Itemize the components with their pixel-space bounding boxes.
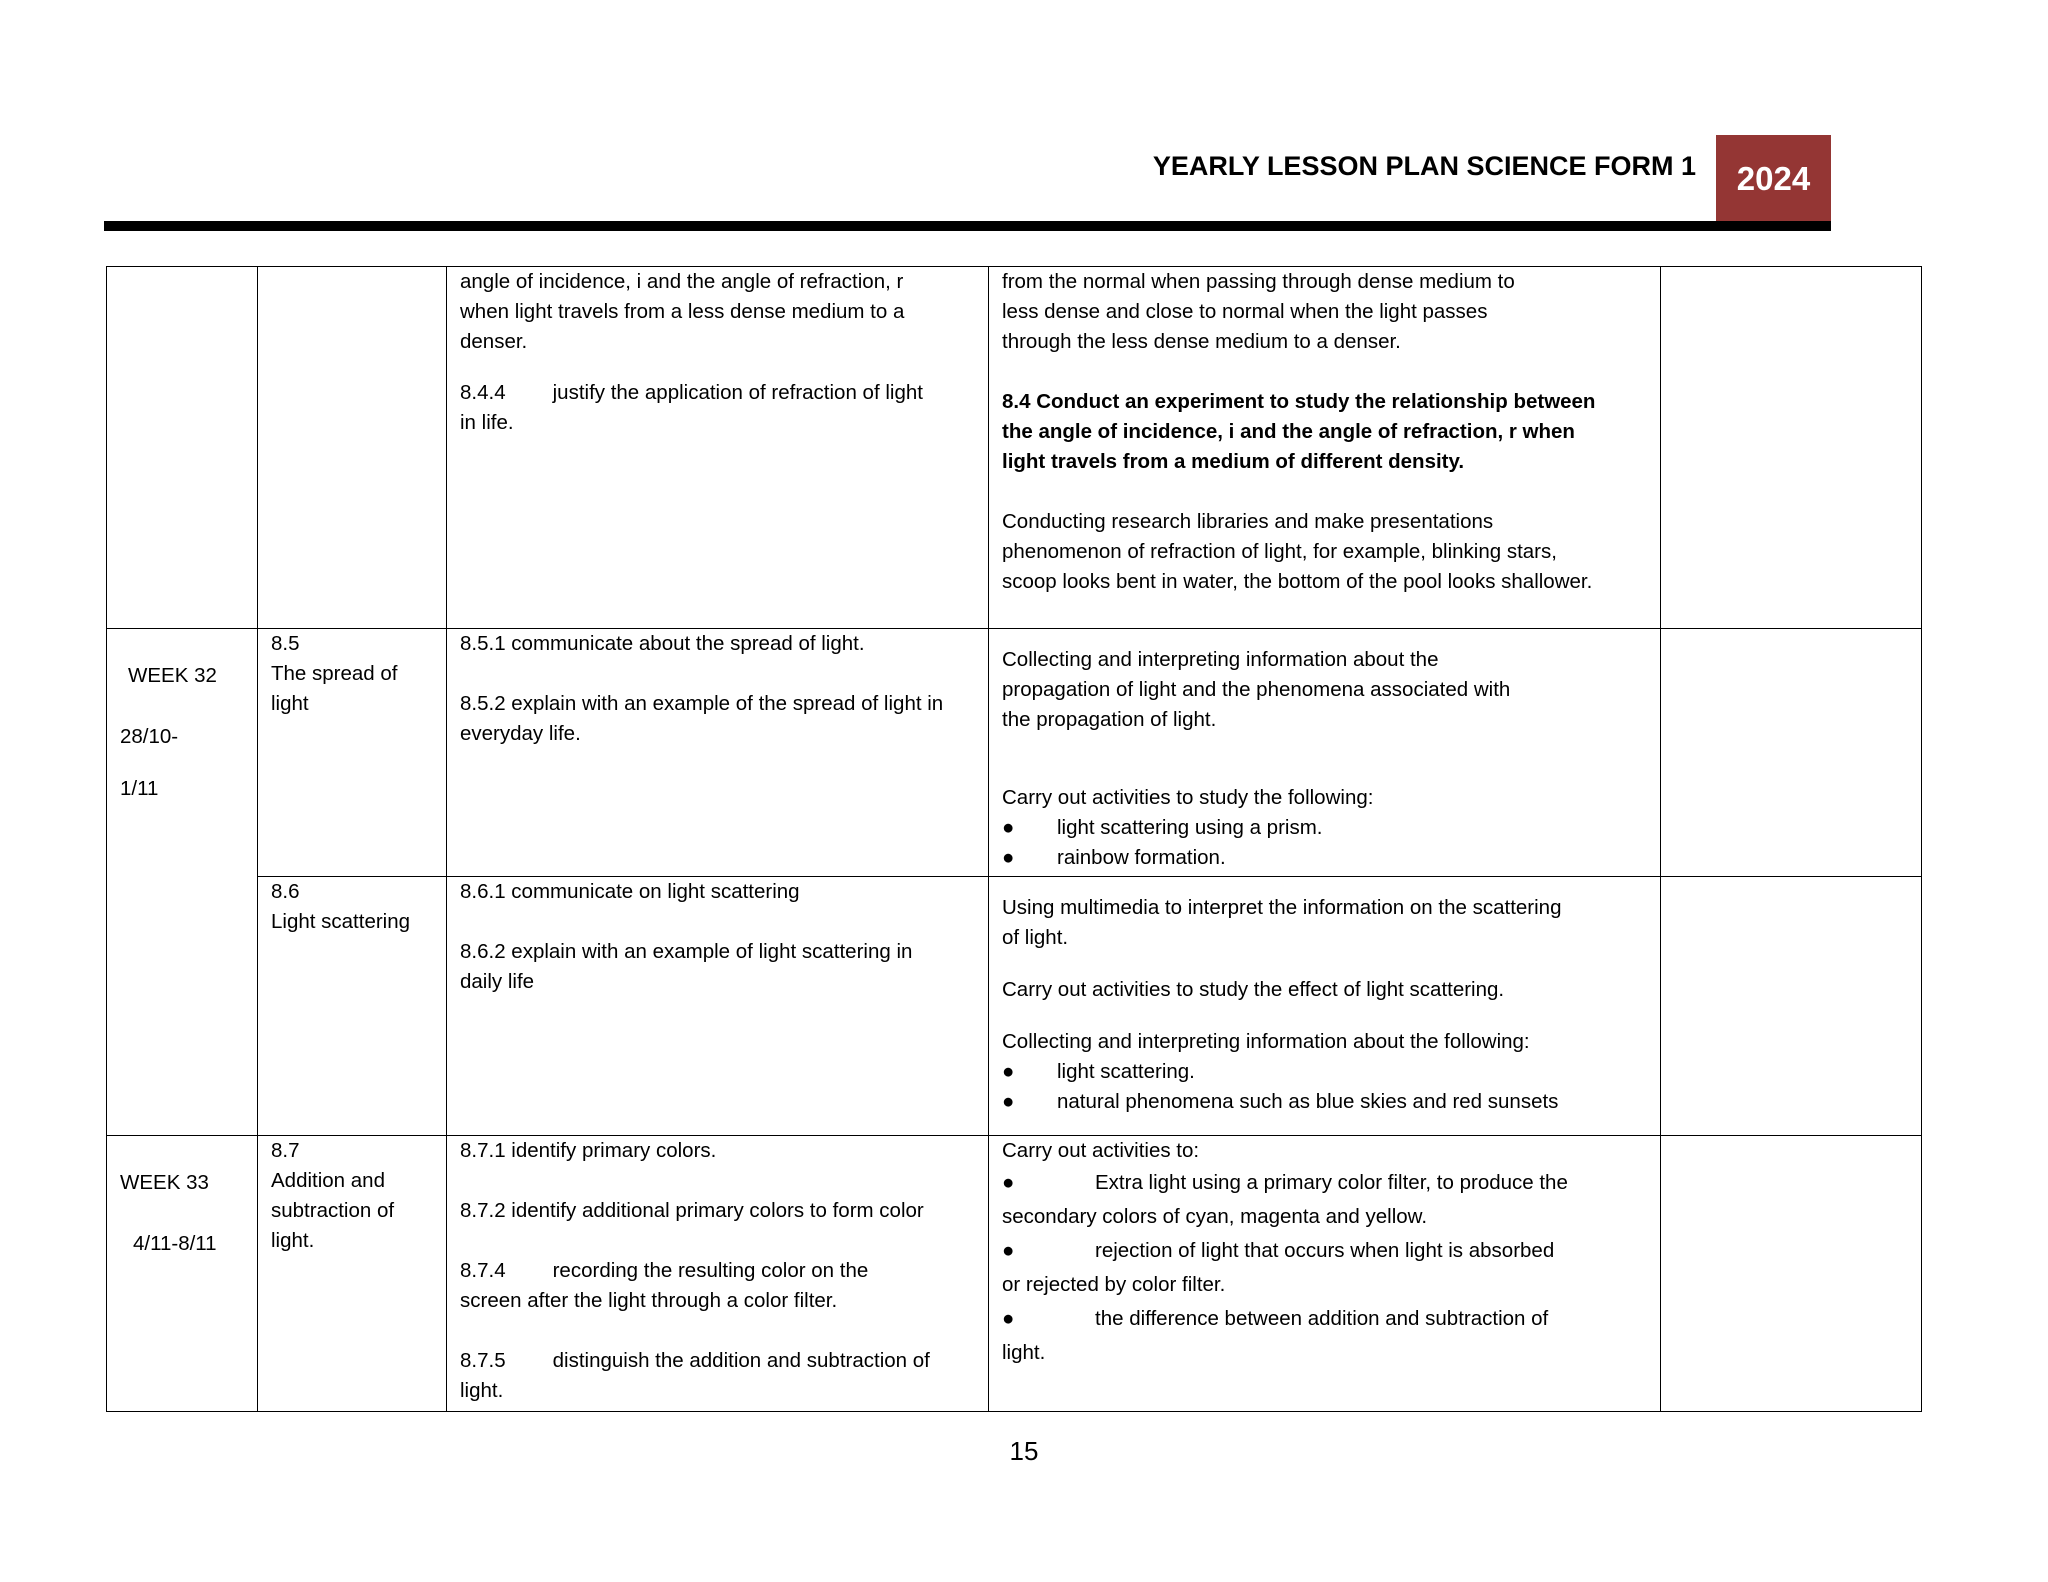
topic-cell — [258, 877, 447, 1136]
activities-cell — [989, 267, 1661, 629]
bullet-item: ● light scattering. — [1002, 1057, 1647, 1087]
activities-cell — [989, 629, 1661, 877]
notes-cell — [1661, 877, 1922, 1136]
standard-text: everyday life. — [460, 722, 581, 745]
activity-text: the propagation of light. — [1002, 708, 1217, 731]
learning-standard-cell — [447, 629, 989, 877]
notes-cell — [1661, 629, 1922, 877]
activity-bold-text: the angle of incidence, i and the angle of refraction, r when — [1002, 420, 1575, 443]
standard-text: in life. — [460, 411, 514, 434]
learning-standard-cell — [447, 1136, 989, 1412]
bullet-icon: ● — [1002, 1307, 1015, 1330]
bullet-item: ● the difference between addition and subtraction of — [1002, 1302, 1647, 1336]
bullet-item: ● Extra light using a primary color filter, to produce the — [1002, 1166, 1647, 1200]
activity-text: scoop looks bent in water, the bottom of the pool looks shallower. — [1002, 570, 1593, 593]
activity-text: Carry out activities to study the effect of light scattering. — [1002, 978, 1505, 1001]
topic-cell — [258, 267, 447, 629]
bullet-icon: ● — [1002, 1090, 1015, 1113]
standard-text: when light travels from a less dense medium to a — [460, 300, 905, 323]
topic-title: light — [271, 692, 309, 715]
topic-code: 8.5 — [271, 632, 300, 655]
table-row — [107, 877, 1922, 1136]
standard-844: 8.4.4 justify the application of refraction of light — [460, 381, 923, 404]
learning-standard-cell — [447, 267, 989, 629]
standard-text: denser. — [460, 330, 528, 353]
topic-title: light. — [271, 1229, 315, 1252]
table-row — [107, 629, 1922, 877]
lesson-plan-table — [106, 266, 1922, 1412]
week-date: 4/11-8/11 — [133, 1232, 217, 1255]
activity-text: less dense and close to normal when the light passes — [1002, 300, 1488, 323]
year-badge: 2024 — [1716, 135, 1831, 223]
page-number: 15 — [1009, 1436, 1039, 1466]
activity-text: Collecting and interpreting information about the following: — [1002, 1030, 1530, 1053]
notes-cell — [1661, 1136, 1922, 1412]
activity-text: through the less dense medium to a denser. — [1002, 330, 1401, 353]
activity-text: secondary colors of cyan, magenta and yellow. — [1002, 1205, 1428, 1228]
topic-code: 8.6 — [271, 880, 300, 903]
week-cell — [107, 1136, 258, 1412]
activity-text: Collecting and interpreting information about the — [1002, 648, 1439, 671]
topic-title: Addition and — [271, 1169, 385, 1192]
bullet-item: ● rainbow formation. — [1002, 843, 1647, 873]
activity-bold-text: 8.4 Conduct an experiment to study the relationship between — [1002, 390, 1596, 413]
activities-cell — [989, 1136, 1661, 1412]
activity-text: Carry out activities to study the following: — [1002, 786, 1374, 809]
bullet-icon: ● — [1002, 1239, 1015, 1262]
standard-text: 8.5.1 communicate about the spread of light. — [460, 632, 865, 655]
standard-text: daily life — [460, 970, 535, 993]
topic-cell — [258, 1136, 447, 1412]
bullet-icon: ● — [1002, 1060, 1015, 1083]
activity-text: phenomenon of refraction of light, for example, blinking stars, — [1002, 540, 1557, 563]
activity-text: from the normal when passing through dense medium to — [1002, 270, 1515, 293]
activity-bold-text: light travels from a medium of different density. — [1002, 450, 1465, 473]
week-cell — [107, 629, 258, 1136]
table-row — [107, 267, 1922, 629]
activity-text: propagation of light and the phenomena associated with — [1002, 678, 1511, 701]
standard-text: light. — [460, 1379, 504, 1402]
document-title: YEARLY LESSON PLAN SCIENCE FORM 1 — [1152, 151, 1696, 181]
bullet-item: ● rejection of light that occurs when light is absorbed — [1002, 1234, 1647, 1268]
activities-cell — [989, 877, 1661, 1136]
standard-text: 8.6.2 explain with an example of light scattering in — [460, 940, 913, 963]
bullet-item: ● light scattering using a prism. — [1002, 813, 1647, 843]
notes-cell — [1661, 267, 1922, 629]
topic-code: 8.7 — [271, 1139, 300, 1162]
week-label: WEEK 33 — [120, 1171, 209, 1194]
activity-text: Using multimedia to interpret the information on the scattering — [1002, 896, 1562, 919]
bullet-icon: ● — [1002, 1171, 1015, 1194]
week-date: 1/11 — [120, 777, 159, 800]
activity-text: of light. — [1002, 926, 1069, 949]
week-cell — [107, 267, 258, 629]
bullet-icon: ● — [1002, 816, 1015, 839]
table-row — [107, 1136, 1922, 1412]
standard-text: 8.6.1 communicate on light scattering — [460, 880, 800, 903]
standard-874: 8.7.4 recording the resulting color on the — [460, 1259, 869, 1282]
topic-title: Light scattering — [271, 910, 411, 933]
activity-text: Carry out activities to: — [1002, 1139, 1200, 1162]
activity-text: or rejected by color filter. — [1002, 1273, 1226, 1296]
standard-text: screen after the light through a color filter. — [460, 1289, 838, 1312]
week-date: 28/10- — [120, 725, 179, 748]
standard-875: 8.7.5 distinguish the addition and subtraction of — [460, 1349, 930, 1372]
activity-text: Conducting research libraries and make presentations — [1002, 510, 1494, 533]
topic-title: The spread of — [271, 662, 398, 685]
topic-cell — [258, 629, 447, 877]
header-rule — [104, 221, 1831, 231]
activity-text: light. — [1002, 1341, 1046, 1364]
learning-standard-cell — [447, 877, 989, 1136]
topic-title: subtraction of — [271, 1199, 395, 1222]
standard-text: angle of incidence, i and the angle of refraction, r — [460, 270, 904, 293]
week-label: WEEK 32 — [128, 664, 217, 687]
standard-text: 8.7.2 identify additional primary colors to form color — [460, 1199, 924, 1222]
bullet-item: ● natural phenomena such as blue skies and red sunsets — [1002, 1087, 1647, 1117]
standard-text: 8.7.1 identify primary colors. — [460, 1139, 717, 1162]
bullet-icon: ● — [1002, 846, 1015, 869]
standard-text: 8.5.2 explain with an example of the spread of light in — [460, 692, 944, 715]
